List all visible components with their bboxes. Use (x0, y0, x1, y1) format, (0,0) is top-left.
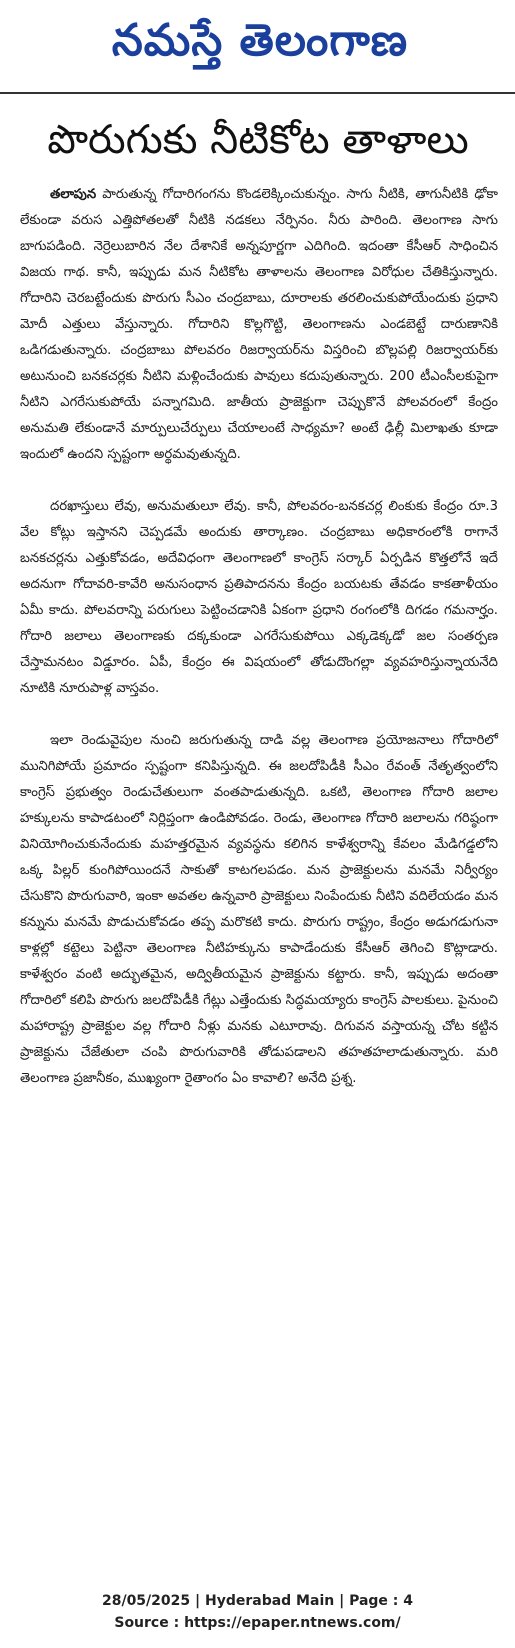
footer-edition-info: 28/05/2025 | Hyderabad Main | Page : 4 (101, 1593, 414, 1609)
article-dateline: తలాపున (50, 187, 97, 202)
page-footer (0, 1590, 515, 1634)
masthead-divider (0, 92, 515, 94)
article-body (20, 182, 498, 1118)
newspaper-masthead: నమస్తే తెలంగాణ (111, 15, 409, 66)
article-paragraph-2: దరఖాస్తులు లేవు, అనుమతులూ లేవు. కానీ, పోలవరం-బనకచర్ల లింకుకు కేంద్రం రూ.3 వేల కోట్లు ఇస్తానని చెప్పడమే అందుకు తార్కాణం. చంద్రబాబు అధికారంలోకి రాగానే బనకచర్లను ఎత్తుకోవడం, అదేవిధంగా తెలంగాణలో కాంగ్రెస్ సర్కార్ ఏర్పడిన కొత్తలోనే ఇదే అదనుగా గోదావరి-కావేరి అనుసంధాన ప్రతిపాదనను కేంద్రం బయటకు తేవడం కాకతాళీయం ఏమీ కాదు. పోలవరాన్ని పరుగులు పెట్టించడానికి ఏకంగా ప్రధాని రంగంలోకి దిగడం గమనార్హం. గోదారి జలాలు తెలంగాణకు దక్కకుండా ఎగరేసుకుపోయి ఎక్కడెక్కడో జల సంతర్పణ చేస్తామనటం విడ్డూరం. ఏపీ, కేంద్రం ఈ విషయంలో తోడుదొంగల్లా వ్యవహరిస్తున్నాయనేది నూటికి నూరుపాళ్ల వాస్తవం. (20, 499, 498, 696)
paragraph-1-text: పారుతున్న గోదారిగంగను కొండలెక్కించుకున్నం. సాగు నీటికి, తాగునీటికి ఢోకా లేకుండా వరుస ఎత్తిపోతలతో నీటికి నడకలు నేర్పినం. నీరు పారింది. తెలంగాణ సాగు బాగుపడింది. నెర్రెలుబారిన నేల దేశానికే అన్నపూర్ణగా ఎదిగింది. ఇదంతా కేసీఆర్ సాధించిన విజయ గాథ. కానీ, ఇప్పుడు మన నీటికోట తాళాలను తెలంగాణ విరోధుల చేతికిస్తున్నారు. గోదారిని చెరబట్టేందుకు పొరుగు సీఎం చంద్రబాబు, దూరాలకు తరలించుకుపోయేందుకు ప్రధాని మోదీ ఎత్తులు వేస్తున్నారు. గోదారిని కొల్లగొట్టి, తెలంగాణను ఎండబెట్టే దారుణానికి ఒడిగడుతున్నారు. చంద్రబాబు పోలవరం రిజర్వాయర్‌ను విస్తరించి బొల్లపల్లి రిజర్వాయర్‌కు అటునుంచి బనకచర్లకు నీటిని మళ్లించేందుకు పావులు కదుపుతున్నారు. 200 టీఎంసీలకుపైగా నీటిని ఎగరేసుకుపోయే పన్నాగమిది. జాతీయ ప్రాజెక్టుగా చెప్పుకొనే పోలవరంలో కేంద్రం అనుమతి లేకుండానే మార్పులుచేర్పులు చేయాలంటే సాధ్యమా? అంటే ఢిల్లీ మిలాఖతు కూడా ఇందులో ఉందని స్పష్టంగా అర్థమవుతున్నది. (20, 187, 498, 462)
footer-source-link[interactable]: Source : https://epaper.ntnews.com/ (114, 1615, 401, 1631)
article-paragraph-3: ఇలా రెండువైపుల నుంచి జరుగుతున్న దాడి వల్ల తెలంగాణ ప్రయోజనాలు గోదారిలో మునిగిపోయే ప్రమాదం స్పష్టంగా కనిపిస్తున్నది. ఈ జలదోపిడీకి సీఎం రేవంత్ నేతృత్వంలోని కాంగ్రెస్ ప్రభుత్వం రెండుచేతులుగా వంతపాడుతున్నది. ఒకటి, తెలంగాణ గోదారి జలాల హక్కులను కాపాడటంలో నిర్లిప్తంగా ఉండిపోవడం. రెండు, తెలంగాణ గోదారి జలాలను గరిష్ఠంగా వినియోగించుకునేందుకు మహత్తరమైన వ్యవస్థను కలిగిన కాళేశ్వరాన్ని కేవలం మేడిగడ్డలోని ఒక్క పిల్లర్ కుంగిపోయిందనే సాకుతో కాటగలపడం. మన ప్రాజెక్టులను మనమే నిర్వీర్యం చేసుకొని పొరుగువారి, ఇంకా అవతల ఉన్నవారి ప్రాజెక్టులు నింపేందుకు నీటిని వదిలేయడం మన కన్నును మనమే పొడుచుకోవడం తప్ప మరొకటి కాదు. పొరుగు రాష్ట్రం, కేంద్రం అడుగడుగునా కాళ్లల్లో కట్టెలు పెట్టినా తెలంగాణ నీటిహక్కును కాపాడేందుకు కేసీఆర్ తెగించి కొట్లాడారు. కాళేశ్వరం వంటి అద్భుతమైన, అద్వితీయమైన ప్రాజెక్టును కట్టారు. కానీ, ఇప్పుడు అదంతా గోదారిలో కలిపి పొరుగు జలదోపిడీకి గేట్లు ఎత్తేందుకు సిద్ధమయ్యారు కాంగ్రెస్ పాలకులు. పైనుంచి మహారాష్ట్ర ప్రాజెక్టుల వల్ల గోదారి నీళ్లు మనకు ఎటూరావు. దిగువన వస్తాయన్న చోట కట్టిన ప్రాజెక్టును చేజేతులా చంపి పొరుగువారికి తోడుపడాలని తహతహలాడుతున్నారు. మరి తెలంగాణ ప్రజానీకం, ముఖ్యంగా రైతాంగం ఏం కావాలి? అనేది ప్రశ్న. (20, 733, 498, 1086)
article-headline: పొరుగుకు నీటికోట తాళాలు (47, 117, 469, 163)
article-paragraph-1 (20, 182, 498, 468)
